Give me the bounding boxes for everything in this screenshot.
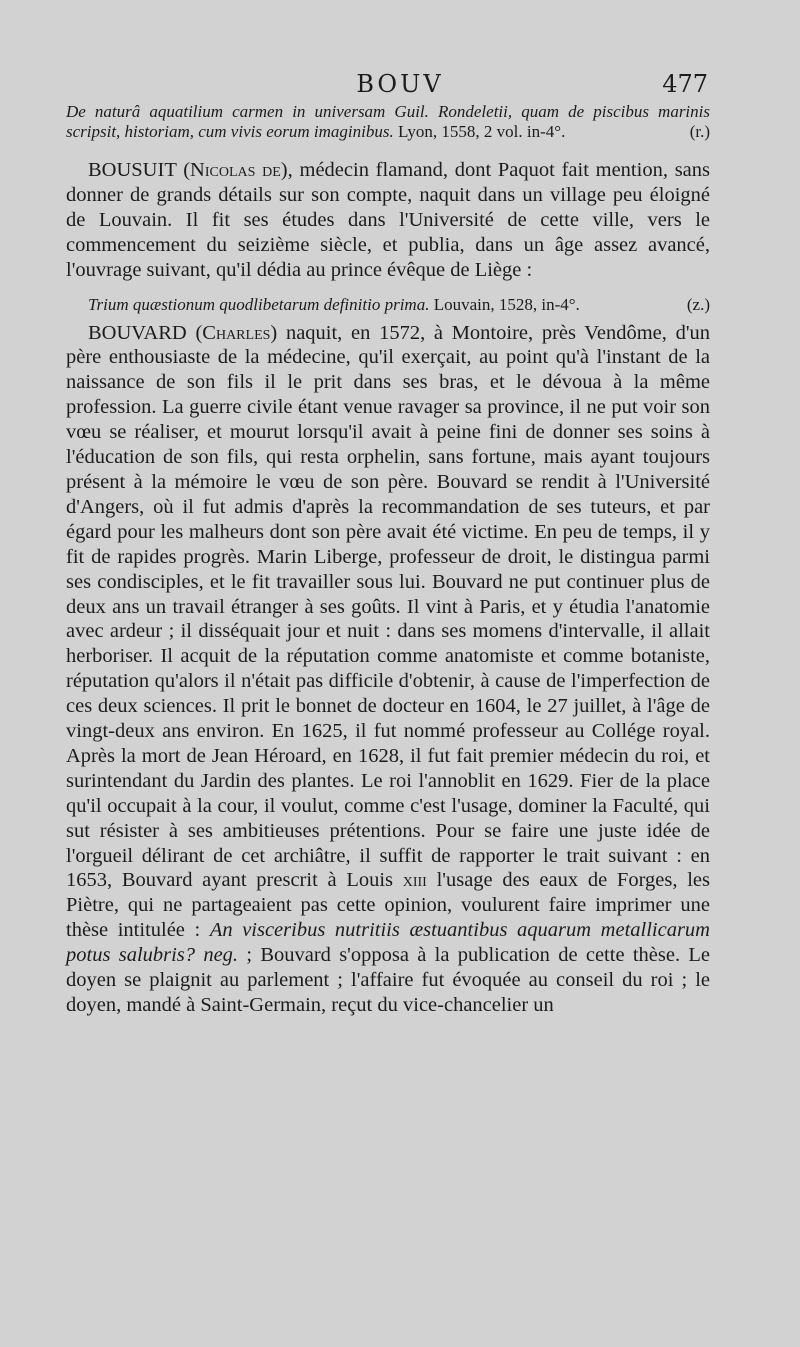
citation-imprint: Lyon, 1558, 2 vol. in-4°. bbox=[397, 122, 566, 141]
entry-bouvard bbox=[66, 321, 710, 1018]
entry-text-end: ; Bouvard s'opposa à la publication de cette thèse. Le doyen se plaignit au parlement ; l'affaire fut évoquée au conseil du roi ; le doyen, mandé à Saint-Germain, reçut du vice-chancelier un bbox=[66, 944, 710, 1016]
page-body bbox=[66, 102, 710, 1018]
entry-name: BOUSUIT bbox=[88, 159, 177, 181]
entry-bousuit bbox=[66, 158, 710, 283]
citation-bousuit bbox=[66, 295, 710, 315]
running-title: BOUV bbox=[356, 70, 444, 98]
entry-text: naquit, en 1572, à Montoire, près Vendôme, d'un père enthousiaste de la médecine, qu'il exerçait, au point qu'à l'instant de la naissance de son fils il le prit dans ses bras, et le dévoua à la même profession. La guerre civile étant venue ravager sa province, il ne put voir son vœu se réaliser, et mourut lorsqu'il avait à peine fini de donner ses soins à l'éducation de son fils, qui resta orphelin, sans fortune, mais ayant toujours présent à la mémoire le vœu de son père. Bouvard se rendit à l'Université d'Angers, où il fut admis d'après la recommandation de ses tuteurs, et par égard pour les malheurs dont son père avait été victime. En peu de temps, il y fit de rapides progrès. Marin Liberge, professeur de droit, le distingua parmi ses condisciples, et le fit travailler sous lui. Bouvard ne put continuer plus de deux ans un travail étranger à ses goûts. Il vint à Paris, et y étudia l'anatomie avec ardeur ; il disséquait jour et nuit : dans ses momens d'intervalle, il allait herboriser. Il acquit de la réputation comme anatomiste et comme botaniste, réputation qu'alors il n'était pas difficile d'obtenir, à cause de l'imperfection de ces deux sciences. Il prit le bonnet de docteur en 1604, le 27 juillet, à l'âge de vingt-deux ans environ. En 1625, il fut nommé professeur au Collége royal. Après la mort de Jean Héroard, en 1628, il fut fait premier médecin du roi, et surintendant du Jardin des plantes. Le roi l'annoblit en 1629. Fier de la place qu'il occupait à la cour, il voulut, comme c'est l'usage, dominer la Faculté, qui sut résister à ses ambitieuses prétentions. Pour se faire une juste idée de l'orgueil délirant de cet archiâtre, il suffit de rapporter le trait suivant : en 1653, Bouvard ayant prescrit à Louis bbox=[66, 321, 711, 892]
page-header bbox=[0, 66, 800, 106]
regnal-numeral: xiii bbox=[402, 869, 427, 892]
entry-text: , médecin flamand, dont Paquot fait mention, sans donner de grands détails sur son compte, naquit dans un village peu éloigné de Louvain. Il fit ses études dans l'Université de cette ville, vers le commencement du seizième siècle, et publia, dans un âge assez avancé, l'ouvrage suivant, qu'il dédia au prince évêque de Liège : bbox=[66, 159, 710, 281]
entry-name: BOUVARD bbox=[88, 321, 187, 344]
citation-title: Trium quæstionum quodlibetarum definitio prima. bbox=[88, 294, 430, 314]
entry-forename: (Nicolas de) bbox=[183, 159, 288, 181]
citation-note: (z.) bbox=[686, 294, 710, 314]
citation-title: De naturâ aquatilium carmen in universam Guil. Rondeletii, quam de piscibus marinis scripsit, historiam, cum vivis eorum imaginibus. bbox=[66, 102, 710, 141]
entry-text-continued: l'usage des eaux de Forges, les Piètre, qui ne partageaient pas cette opinion, voulurent faire imprimer une thèse intitulée : bbox=[66, 869, 710, 942]
citation-imprint: Louvain, 1528, in-4°. bbox=[433, 294, 580, 314]
thesis-title: An visceribus nutritiis æstuantibus aquarum metallicarum potus salubris? neg. bbox=[66, 919, 710, 967]
citation-rondelet bbox=[66, 102, 710, 142]
entry-forename: (Charles) bbox=[195, 321, 278, 344]
citation-note: (r.) bbox=[689, 122, 710, 141]
page-number: 477 bbox=[662, 70, 708, 98]
